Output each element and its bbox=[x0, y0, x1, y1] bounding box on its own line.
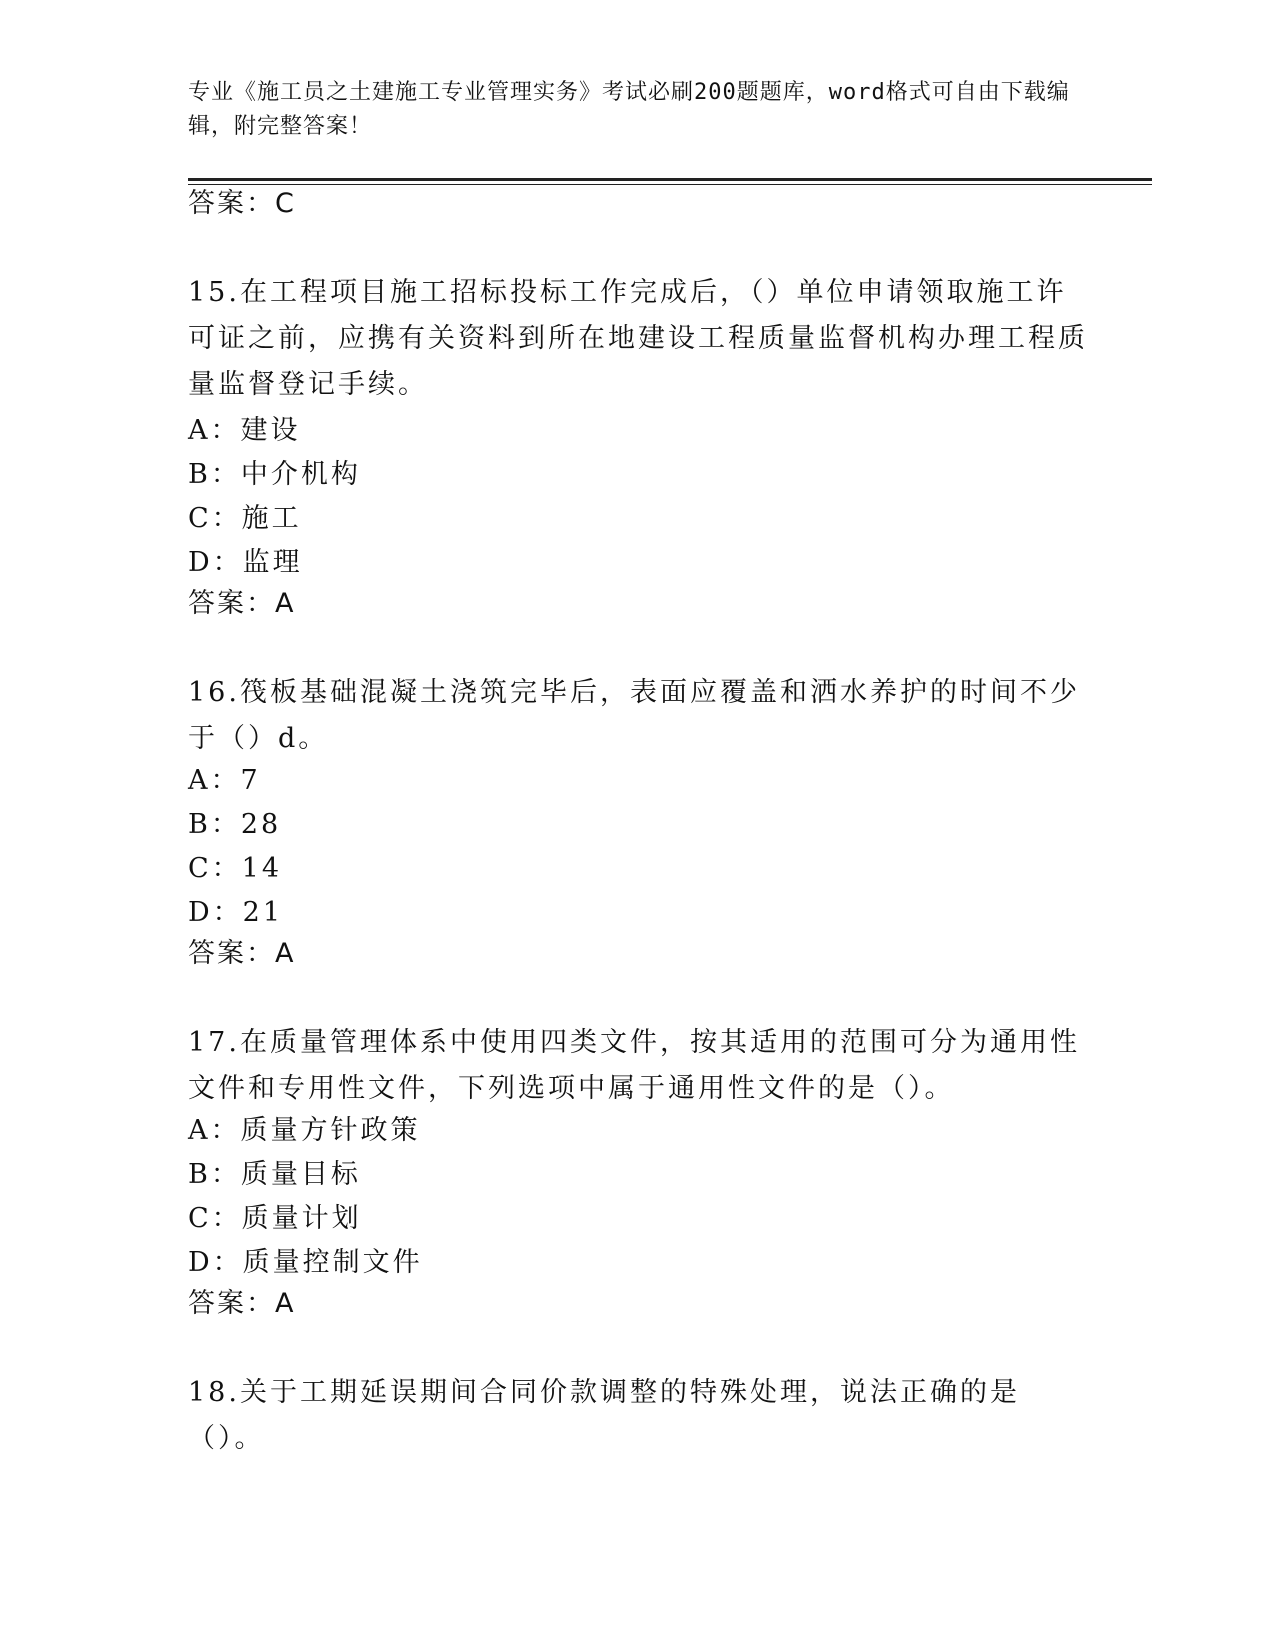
question-16-option-b: B：28 bbox=[188, 809, 282, 840]
question-18-stem: 18.关于工期延误期间合同价款调整的特殊处理，说法正确的是（）。 bbox=[188, 1377, 1020, 1454]
question-15-option-d: D：监理 bbox=[188, 547, 303, 578]
header-rule-thin bbox=[188, 184, 1152, 185]
page-header: 专业《施工员之土建施工专业管理实务》考试必刷200题题库，word格式可自由下载编辑，附完整答案！ bbox=[188, 80, 1070, 139]
answer-prev: 答案：C bbox=[188, 188, 296, 219]
question-17-answer: 答案：A bbox=[188, 1288, 296, 1319]
question-17-option-a: A：质量方针政策 bbox=[188, 1115, 421, 1146]
question-15-answer: 答案：A bbox=[188, 588, 296, 619]
question-17-option-c: C：质量计划 bbox=[188, 1203, 362, 1234]
question-15-option-b: B：中介机构 bbox=[188, 459, 361, 490]
question-16-option-c: C：14 bbox=[188, 853, 283, 884]
question-17-stem: 17.在质量管理体系中使用四类文件，按其适用的范围可分为通用性文件和专用性文件，下列选项中属于通用性文件的是（）。 bbox=[188, 1027, 1080, 1104]
question-16-stem: 16.筏板基础混凝土浇筑完毕后，表面应覆盖和洒水养护的时间不少于（）d。 bbox=[188, 677, 1080, 754]
question-16-option-a: A：7 bbox=[188, 765, 261, 796]
question-15-option-c: C：施工 bbox=[188, 503, 302, 534]
question-17-option-b: B：质量目标 bbox=[188, 1159, 361, 1190]
question-15-option-a: A：建设 bbox=[188, 415, 301, 446]
question-16-answer: 答案：A bbox=[188, 938, 296, 969]
question-16-option-d: D：21 bbox=[188, 897, 284, 928]
question-17-option-d: D：质量控制文件 bbox=[188, 1247, 423, 1278]
question-15-stem: 15.在工程项目施工招标投标工作完成后，（）单位申请领取施工许可证之前，应携有关资料到所在地建设工程质量监督机构办理工程质量监督登记手续。 bbox=[188, 277, 1088, 400]
header-rule-thick bbox=[188, 178, 1152, 181]
